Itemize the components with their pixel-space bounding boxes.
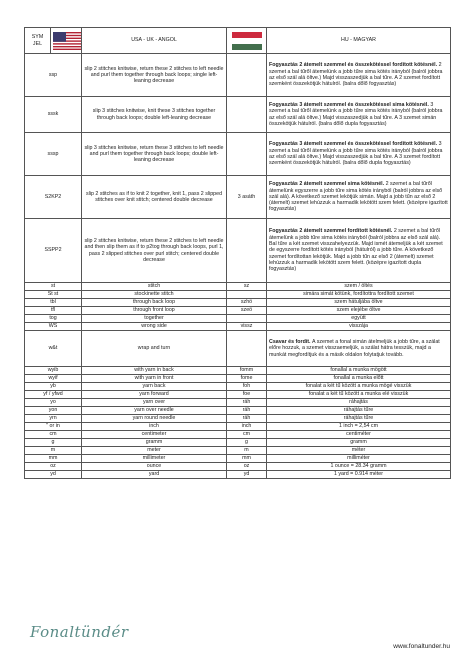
table-row [25,367,451,375]
hu-sym-cell [227,331,267,367]
english-cell: inch [82,423,227,431]
hungarian-cell: visszája [267,323,451,331]
header-row [25,28,451,54]
english-cell: centimeter [82,431,227,439]
sym-cell: yon [25,407,82,415]
sym-cell: ssp [25,54,82,97]
english-cell: millimeter [82,455,227,463]
hungarian-cell: fonallal a munka előtt [267,375,451,383]
hungarian-cell: 1 ounce = 28.34 gramm [267,463,451,471]
table-row [25,391,451,399]
hungarian-cell: ráhajtás tűre [267,407,451,415]
hu-sym-cell: cm [227,431,267,439]
hu-sym-cell [227,291,267,299]
table-row [25,439,451,447]
hu-sym-cell: szeö [227,307,267,315]
english-cell: ounce [82,463,227,471]
hu-sym-cell [227,133,267,176]
sym-cell: g [25,439,82,447]
hungarian-cell: szem hátuljába öltve [267,299,451,307]
english-cell: slip 2 stitches knitwise, return these 2 stitches to left needle and then slip them as if to p2tog through back loops, purl 1, pass 2 slipped stitches over purl stitch; centered double decrease [82,219,227,283]
hu-flag-cell [227,28,267,54]
sym-cell: tfl [25,307,82,315]
hungarian-cell: centiméter [267,431,451,439]
table-row [25,323,451,331]
table-row [25,423,451,431]
table-row [25,315,451,323]
english-cell: stitch [82,283,227,291]
english-cell: together [82,315,227,323]
website-url: www.fonaltunder.hu [393,643,450,650]
sym-cell: yd [25,471,82,479]
english-cell: gramm [82,439,227,447]
english-cell: with yarn in front [82,375,227,383]
hungarian-cell: gramm [267,439,451,447]
english-cell: yarn back [82,383,227,391]
table-row [25,291,451,299]
english-cell: through front loop [82,307,227,315]
hungarian-cell: 1 yard = 0.914 méter [267,471,451,479]
hu-flag-icon [232,32,262,50]
table-row [25,415,451,423]
hungarian-cell: Fogyasztás 3 átemelt szemmel és összekötéssel sima kötésnél. 3 szemet a bal tűről átemelünk a jobb tűre sima kötés irányból (balról jobbra az első szál alá öltve.) Majd visszaszedjük a bal tűre. A 3 szemet simán összekötjük hátulról. (balra dőlő dupla fogyasztás) [267,97,451,133]
table-row [25,307,451,315]
hungarian-cell: milliméter [267,455,451,463]
english-cell: slip 3 stitches knitwise, return these 3 stitches to left needle and purl them together through back loops; double left-leaning decrease [82,133,227,176]
table-row [25,97,451,133]
sym-cell: wyib [25,367,82,375]
hu-sym-cell: yd [227,471,267,479]
hu-sym-cell: szhö [227,299,267,307]
hu-sym-cell [227,315,267,323]
us-flag-icon [53,32,82,50]
table-row [25,331,451,367]
table-row [25,463,451,471]
table-row [25,283,451,291]
english-header: USA - UK - ANGOL [82,28,227,54]
table-row [25,471,451,479]
english-cell: through back loop [82,299,227,307]
table-row [25,375,451,383]
english-cell: meter [82,447,227,455]
hu-sym-cell [227,54,267,97]
table-row [25,383,451,391]
hungarian-cell: együtt [267,315,451,323]
hungarian-cell: simára simát kötünk, fordítottra fordított szemet [267,291,451,299]
sym-cell: mm [25,455,82,463]
sym-cell: wyif [25,375,82,383]
sym-cell: oz [25,463,82,471]
sym-cell: tog [25,315,82,323]
table-row [25,399,451,407]
sym-cell: S2KP2 [25,176,82,219]
hu-sym-cell: foe [227,391,267,399]
sym-cell: St st [25,291,82,299]
english-cell: yard [82,471,227,479]
hu-sym-cell [227,219,267,283]
table-row [25,219,451,283]
table-row [25,54,451,97]
sym-cell: yb [25,383,82,391]
hu-sym-cell: m [227,447,267,455]
english-cell: yarn round needle [82,415,227,423]
sym-cell: cm [25,431,82,439]
hu-sym-cell: oz [227,463,267,471]
table-row [25,176,451,219]
hu-sym-cell: ráh [227,415,267,423]
sym-cell: m [25,447,82,455]
sym-cell: SSPP2 [25,219,82,283]
hu-sym-cell: vissz [227,323,267,331]
sym-cell: w&t [25,331,82,367]
sym-cell: sssk [25,97,82,133]
hungarian-cell: ráhajtás tűre [267,415,451,423]
table-row [25,299,451,307]
english-cell: stockinette stitch [82,291,227,299]
hu-sym-cell [227,97,267,133]
hungarian-cell: Fogyasztás 2 átemelt szemmel és összekötéssel fordított kötésnél. 2 szemet a bal tűről átemelünk a jobb tűre sima kötés irányból (balról jobbra az első szál alá öltve.) Majd visszaszedjük a bal tűre. A 2 szemet fordított szemként összekötjük hátulról. (balra dőlő fogyasztás) [267,54,451,97]
hungarian-cell: Csavar és fordít. A szemet a fonal simán átelmeljük a jobb tűre, a szálat előre hozzuk, a szemet visszaemeljük, a szálat hátra tesszük, majd a munkát megfordítjuk és a másik oldalon folytatjuk tovább. [267,331,451,367]
sym-cell: yrn [25,415,82,423]
table-row [25,133,451,176]
english-cell: yarn over [82,399,227,407]
hu-sym-cell: g [227,439,267,447]
glossary-table [24,27,451,479]
english-cell: with yarn in back [82,367,227,375]
hu-sym-cell: inch [227,423,267,431]
hu-sym-cell: 3 asáth [227,176,267,219]
table-row [25,455,451,463]
sym-cell: st [25,283,82,291]
hu-sym-cell: foh [227,383,267,391]
sym-cell: yo [25,399,82,407]
hungarian-cell: ráhajtás [267,399,451,407]
hungarian-cell: fonallal a munka mögött [267,367,451,375]
hungarian-cell: szem / öltés [267,283,451,291]
sym-cell: yf / yfwd [25,391,82,399]
hu-sym-cell: mm [227,455,267,463]
sym-cell: WS [25,323,82,331]
english-cell: yarn over needle [82,407,227,415]
sym-cell: sssp [25,133,82,176]
hu-sym-cell: ráh [227,399,267,407]
hungarian-cell: szem elejébe öltve [267,307,451,315]
hungarian-cell: méter [267,447,451,455]
table-row [25,431,451,439]
table-row [25,407,451,415]
hungarian-cell: fonalat a két tű között a munka mögé visszük [267,383,451,391]
english-cell: slip 2 stitches as if to knit 2 together, knit 1, pass 2 slipped stitches over knit stitch; centered double decrease [82,176,227,219]
hungarian-header: HU - MAGYAR [267,28,451,54]
hungarian-cell: 1 inch = 2,54 cm [267,423,451,431]
hungarian-cell: Fogyasztás 3 átemelt szemmel és összekötéssel fordított kötésnél. 3 szemet a bal tűről átemelünk a jobb tűre sima kötés irányból (balról jobbra az első szál alá öltve.) Majd visszaszedjük a bal tűre. A 3 szemet fordított szemként összekötjük hátulról. (balra dőlő dupla fogyasztás) [267,133,451,176]
hungarian-cell: Fogyasztás 2 átemelt szemmel sima kötésnél. 2 szemet a bal tűről átemelünk egyszerre a jobb tűre sima kötés irányból (balról jobbra az első szál alá). A következő szemet lekötjük simán. Majd a jobb tűn az első 2 (átemelt) szemet lehúzzuk a harmadik lekötött szem felett. (középre igazított fogyasztás) [267,176,451,219]
sym-cell: " or in [25,423,82,431]
english-cell: slip 2 stitches knitwise, return these 2 stitches to left needle and purl them together through back loops; single left-leaning decrease [82,54,227,97]
english-cell: slip 3 stitches knitwise, knit these 3 stitches together through back loops; double left-leaning decrease [82,97,227,133]
hu-sym-cell: fomm [227,367,267,375]
english-cell: wrong side [82,323,227,331]
brand-logo: Fonaltündér [30,623,129,641]
hungarian-cell: Fogyasztás 2 átemelt szemmel fordított kötésnél. 2 szemet a bal tűről átemelünk a jobb tűre sima kötés irányból (balról jobbra az első szál alá). Bal tűre a két szemet visszahelyezzük. Majd ismét átemeljük a két szemet de egyszerre fordított kötés irányból (hátulról) a jobb tűre. A következő szemet fordítottan lekötjük. Majd a jobb tűn az első 2 (átemelt) szemet lehúzzuk a harmadik lekötött szem felett. (középre igazított dupla fogyasztás) [267,219,451,283]
hu-sym-cell: ráh [227,407,267,415]
english-cell: yarn forward [82,391,227,399]
hu-sym-cell: fome [227,375,267,383]
hungarian-cell: fonalat a két tű között a munka elé visszük [267,391,451,399]
hu-sym-cell: sz [227,283,267,291]
english-cell: wrap and turn [82,331,227,367]
sym-cell: tbl [25,299,82,307]
sym-header: SYM JEL [25,28,51,54]
us-flag-cell [51,28,82,54]
table-row [25,447,451,455]
